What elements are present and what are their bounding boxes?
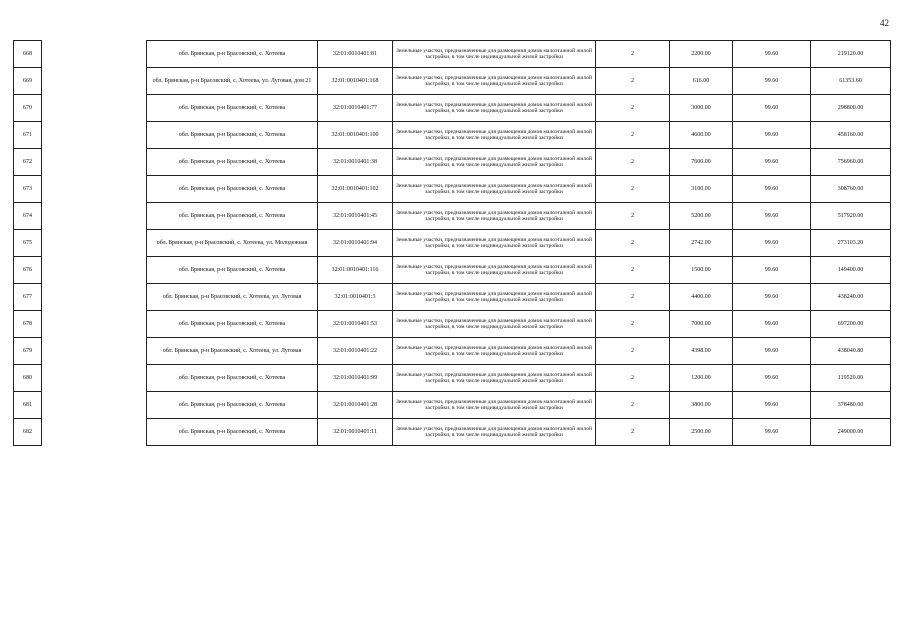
blank-cell [42,311,147,338]
address-cell: обл. Брянская, р-н Брасовский, с. Хотеева [147,392,318,419]
address-cell: обл. Брянская, р-н Брасовский, с. Хотеева [147,41,318,68]
row-number-cell: 673 [14,176,42,203]
address-cell: обл. Брянская, р-н Брасовский, с. Хотеева [147,149,318,176]
row-number-cell: 675 [14,230,42,257]
percent-cell: 99.60 [733,311,811,338]
percent-cell: 99.60 [733,365,811,392]
blank-cell [42,149,147,176]
cadastral-value-cell: 458160.00 [811,122,891,149]
blank-cell [42,365,147,392]
cadastral-number-cell: 32:01:0010401:3 [318,284,393,311]
area-cell: 7000.00 [670,311,733,338]
address-cell: обл. Брянская, р-н Брасовский, с. Хотеева [147,95,318,122]
table-row [14,95,891,122]
cadastral-value-cell: 119520.00 [811,365,891,392]
area-cell: 4400.00 [670,284,733,311]
row-number-cell: 680 [14,365,42,392]
cadastral-number-cell: 32:01:0010401:102 [318,176,393,203]
cadastral-value-cell: 219120.00 [811,41,891,68]
address-cell: обл. Брянская, р-н Брасовский, с. Хотеева, ул. Молодежная [147,230,318,257]
row-number-cell: 682 [14,419,42,446]
table-row [14,284,891,311]
cadastral-number-cell: 32:01:0010401:28 [318,392,393,419]
percent-cell: 99.60 [733,284,811,311]
category-cell: 2 [596,95,670,122]
area-cell: 4600.00 [670,122,733,149]
permitted-use-cell: Земельные участки, предназначенные для размещения домов малоэтажной жилой застройки, в том числе индивидуальной жилой застройки [393,41,596,68]
category-cell: 2 [596,149,670,176]
row-number-cell: 677 [14,284,42,311]
blank-cell [42,122,147,149]
permitted-use-cell: Земельные участки, предназначенные для размещения домов малоэтажной жилой застройки, в том числе индивидуальной жилой застройки [393,419,596,446]
permitted-use-cell: Земельные участки, предназначенные для размещения домов малоэтажной жилой застройки, в том числе индивидуальной жилой застройки [393,122,596,149]
percent-cell: 99.60 [733,392,811,419]
table-row [14,338,891,365]
category-cell: 2 [596,284,670,311]
area-cell: 3100.00 [670,176,733,203]
cadastral-number-cell: 32:01:0010401:22 [318,338,393,365]
cadastral-value-cell: 756960.00 [811,149,891,176]
row-number-cell: 668 [14,41,42,68]
cadastral-number-cell: 32:01:0010401:94 [318,230,393,257]
cadastral-value-cell: 149400.00 [811,257,891,284]
area-cell: 3800.00 [670,392,733,419]
blank-cell [42,176,147,203]
category-cell: 2 [596,338,670,365]
table-row [14,41,891,68]
permitted-use-cell: Земельные участки, предназначенные для размещения домов малоэтажной жилой застройки, в том числе индивидуальной жилой застройки [393,203,596,230]
permitted-use-cell: Земельные участки, предназначенные для размещения домов малоэтажной жилой застройки, в том числе индивидуальной жилой застройки [393,311,596,338]
cadastral-value-cell: 273103.20 [811,230,891,257]
blank-cell [42,230,147,257]
percent-cell: 99.60 [733,122,811,149]
cadastral-number-cell: 32:01:0010401:168 [318,68,393,95]
cadastral-value-cell: 298800.00 [811,95,891,122]
permitted-use-cell: Земельные участки, предназначенные для размещения домов малоэтажной жилой застройки, в том числе индивидуальной жилой застройки [393,365,596,392]
category-cell: 2 [596,230,670,257]
cadastral-value-cell: 438040.80 [811,338,891,365]
category-cell: 2 [596,257,670,284]
row-number-cell: 670 [14,95,42,122]
row-number-cell: 672 [14,149,42,176]
address-cell: обл. Брянская, р-н Брасовский, с. Хотеева [147,419,318,446]
table-row [14,230,891,257]
address-cell: обл. Брянская, р-н Брасовский, с. Хотеева [147,203,318,230]
permitted-use-cell: Земельные участки, предназначенные для размещения домов малоэтажной жилой застройки, в том числе индивидуальной жилой застройки [393,338,596,365]
table-row [14,257,891,284]
table-row [14,122,891,149]
page-number: 42 [880,18,889,28]
permitted-use-cell: Земельные участки, предназначенные для размещения домов малоэтажной жилой застройки, в том числе индивидуальной жилой застройки [393,95,596,122]
blank-cell [42,392,147,419]
table-row [14,176,891,203]
table-row [14,68,891,95]
cadastral-value-cell: 308760.00 [811,176,891,203]
permitted-use-cell: Земельные участки, предназначенные для размещения домов малоэтажной жилой застройки, в том числе индивидуальной жилой застройки [393,68,596,95]
address-cell: обл. Брянская, р-н Брасовский, с. Хотеева [147,122,318,149]
area-cell: 7600.00 [670,149,733,176]
area-cell: 1500.00 [670,257,733,284]
row-number-cell: 679 [14,338,42,365]
area-cell: 4398.00 [670,338,733,365]
address-cell: обл. Брянская, р-н Брасовский, с. Хотеева [147,365,318,392]
category-cell: 2 [596,176,670,203]
cadastral-value-cell: 438240.00 [811,284,891,311]
area-cell: 1200.00 [670,365,733,392]
cadastral-number-cell: 32:01:0010401:45 [318,203,393,230]
blank-cell [42,419,147,446]
permitted-use-cell: Земельные участки, предназначенные для размещения домов малоэтажной жилой застройки, в том числе индивидуальной жилой застройки [393,257,596,284]
percent-cell: 99.60 [733,41,811,68]
permitted-use-cell: Земельные участки, предназначенные для размещения домов малоэтажной жилой застройки, в том числе индивидуальной жилой застройки [393,230,596,257]
percent-cell: 99.60 [733,419,811,446]
cadastral-value-cell: 517920.00 [811,203,891,230]
category-cell: 2 [596,365,670,392]
blank-cell [42,203,147,230]
cadastral-number-cell: 32:01:0010401:77 [318,95,393,122]
category-cell: 2 [596,68,670,95]
row-number-cell: 678 [14,311,42,338]
cadastral-number-cell: 32:01:0010401:81 [318,41,393,68]
cadastral-number-cell: 32:01:0010401:116 [318,257,393,284]
percent-cell: 99.60 [733,176,811,203]
category-cell: 2 [596,311,670,338]
table-row [14,149,891,176]
percent-cell: 99.60 [733,95,811,122]
blank-cell [42,95,147,122]
area-cell: 616.00 [670,68,733,95]
cadastral-value-cell: 697200.00 [811,311,891,338]
percent-cell: 99.60 [733,203,811,230]
cadastral-number-cell: 32:01:0010401:100 [318,122,393,149]
blank-cell [42,257,147,284]
percent-cell: 99.60 [733,230,811,257]
percent-cell: 99.60 [733,68,811,95]
cadastral-number-cell: 32:01:0010401:38 [318,149,393,176]
percent-cell: 99.60 [733,257,811,284]
table-body [14,41,891,446]
table-row [14,419,891,446]
cadastral-value-cell: 378480.00 [811,392,891,419]
address-cell: обл. Брянская, р-н Брасовский, с. Хотеева, ул. Луговая, дом 21 [147,68,318,95]
table-row [14,392,891,419]
row-number-cell: 671 [14,122,42,149]
permitted-use-cell: Земельные участки, предназначенные для размещения домов малоэтажной жилой застройки, в том числе индивидуальной жилой застройки [393,176,596,203]
area-cell: 2200.00 [670,41,733,68]
permitted-use-cell: Земельные участки, предназначенные для размещения домов малоэтажной жилой застройки, в том числе индивидуальной жилой застройки [393,284,596,311]
area-cell: 2742.00 [670,230,733,257]
permitted-use-cell: Земельные участки, предназначенные для размещения домов малоэтажной жилой застройки, в том числе индивидуальной жилой застройки [393,149,596,176]
row-number-cell: 669 [14,68,42,95]
percent-cell: 99.60 [733,338,811,365]
address-cell: обл. Брянская, р-н Брасовский, с. Хотеева, ул. Луговая [147,338,318,365]
address-cell: обл. Брянская, р-н Брасовский, с. Хотеева [147,257,318,284]
blank-cell [42,41,147,68]
category-cell: 2 [596,419,670,446]
address-cell: обл. Брянская, р-н Брасовский, с. Хотеева [147,311,318,338]
permitted-use-cell: Земельные участки, предназначенные для размещения домов малоэтажной жилой застройки, в том числе индивидуальной жилой застройки [393,392,596,419]
category-cell: 2 [596,392,670,419]
row-number-cell: 681 [14,392,42,419]
land-registry-table [13,40,891,446]
table-row [14,203,891,230]
blank-cell [42,338,147,365]
cadastral-number-cell: 32:01:0010401:11 [318,419,393,446]
row-number-cell: 676 [14,257,42,284]
cadastral-number-cell: 32:01:0010401:99 [318,365,393,392]
category-cell: 2 [596,122,670,149]
cadastral-number-cell: 32:01:0010401:53 [318,311,393,338]
cadastral-value-cell: 61353.60 [811,68,891,95]
category-cell: 2 [596,203,670,230]
percent-cell: 99.60 [733,149,811,176]
cadastral-value-cell: 249000.00 [811,419,891,446]
table-row [14,365,891,392]
address-cell: обл. Брянская, р-н Брасовский, с. Хотеева, ул. Луговая [147,284,318,311]
area-cell: 5200.00 [670,203,733,230]
row-number-cell: 674 [14,203,42,230]
area-cell: 2500.00 [670,419,733,446]
area-cell: 3000.00 [670,95,733,122]
blank-cell [42,284,147,311]
table-row [14,311,891,338]
address-cell: обл. Брянская, р-н Брасовский, с. Хотеева [147,176,318,203]
category-cell: 2 [596,41,670,68]
blank-cell [42,68,147,95]
